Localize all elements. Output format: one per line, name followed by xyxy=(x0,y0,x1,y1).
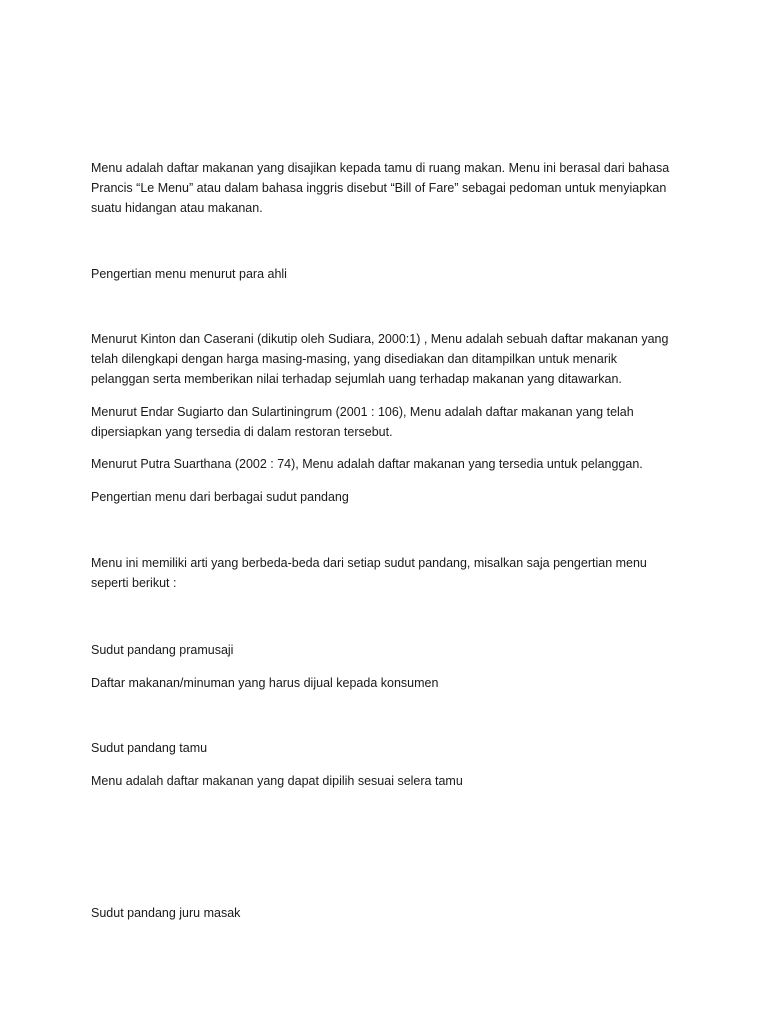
intro-line-3: suatu hidangan atau makanan. xyxy=(91,201,263,215)
waiter-heading: Sudut pandang pramusaji xyxy=(91,643,234,657)
viewpoints-intro-line-1: Menu ini memiliki arti yang berbeda-beda dari setiap sudut pandang, misalkan saja pengertian menu xyxy=(91,556,647,570)
guest-heading: Sudut pandang tamu xyxy=(91,741,208,755)
heading-experts: Pengertian menu menurut para ahli xyxy=(91,267,287,281)
kinton-line-2: telah dilengkapi dengan harga masing-masing, yang disediakan dan ditampilkan untuk menarik xyxy=(91,352,618,366)
chef-heading: Sudut pandang juru masak xyxy=(91,906,241,920)
putra-line: Menurut Putra Suarthana (2002 : 74), Menu adalah daftar makanan yang tersedia untuk pelanggan. xyxy=(91,457,643,471)
viewpoints-intro-line-2: seperti berikut : xyxy=(91,576,177,590)
intro-line-1: Menu adalah daftar makanan yang disajikan kepada tamu di ruang makan. Menu ini berasal dari bahasa xyxy=(91,161,670,175)
kinton-line-3: pelanggan serta memberikan nilai terhadap sejumlah uang terhadap makanan yang ditawarkan. xyxy=(91,372,622,386)
waiter-text: Daftar makanan/minuman yang harus dijual kepada konsumen xyxy=(91,676,439,690)
endar-line-1: Menurut Endar Sugiarto dan Sulartiningrum (2001 : 106), Menu adalah daftar makanan yang telah xyxy=(91,405,634,419)
guest-text: Menu adalah daftar makanan yang dapat dipilih sesuai selera tamu xyxy=(91,774,463,788)
kinton-line-1: Menurut Kinton dan Caserani (dikutip oleh Sudiara, 2000:1) , Menu adalah sebuah daftar makanan yang xyxy=(91,332,669,346)
endar-line-2: dipersiapkan yang tersedia di dalam restoran tersebut. xyxy=(91,425,393,439)
heading-viewpoints: Pengertian menu dari berbagai sudut pandang xyxy=(91,490,349,504)
intro-line-2: Prancis “Le Menu” atau dalam bahasa inggris disebut “Bill of Fare” sebagai pedoman untuk menyiapkan xyxy=(91,181,667,195)
